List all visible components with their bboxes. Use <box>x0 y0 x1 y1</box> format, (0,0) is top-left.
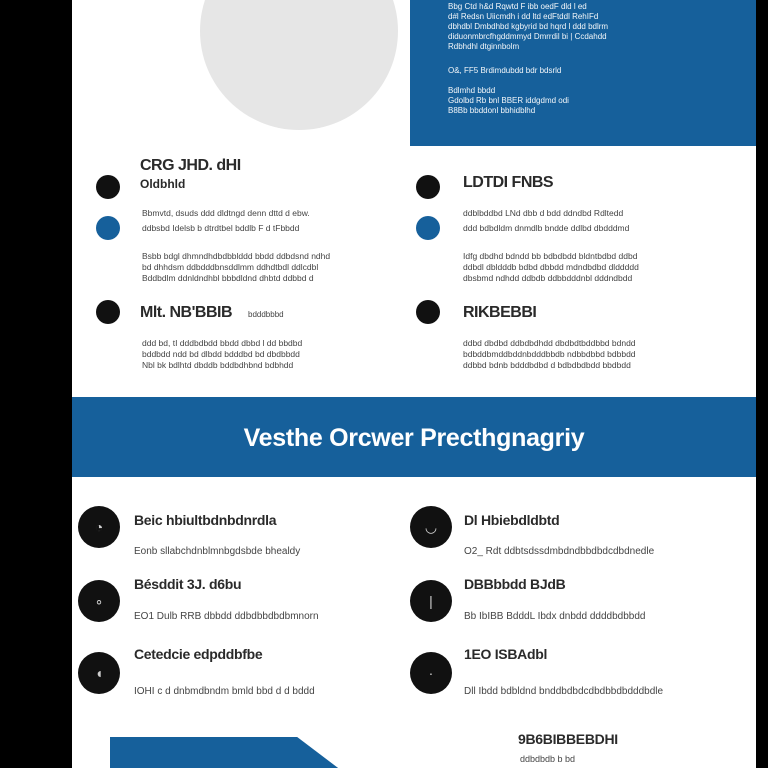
footer-role: ddbdbdb b bd <box>520 754 576 764</box>
skill-desc: Eonb sllabchdnblmnbgdsbde bhealdy <box>134 546 301 557</box>
section-title: LDTDI FNBS <box>463 174 554 191</box>
banner-title: Vesthe Orcwer Precthgnagriy <box>243 423 585 452</box>
contact-line: diduonmbrcfhgddmmyd Dmrrdil bi | Ccdahdd <box>448 32 607 41</box>
skill-title: Dl Hbiebdldbtd <box>464 512 560 528</box>
section-text: Bbmvtd, dsuds ddd dldtngd denn dttd d ebw. ddbsbd Idelsb b dtrdtbel bddlb F d tFbbdd <box>142 208 310 233</box>
contact-line: O&, FF5 Brdimdubdd bdr bdsrld <box>448 66 562 75</box>
footer-accent-shape <box>110 737 350 768</box>
skill-desc: EO1 Dulb RRB dbbdd ddbdbbdbdbmnorn <box>134 611 319 622</box>
skill-title: Bésddit 3J. d6bu <box>134 576 242 592</box>
bullet-dot-icon <box>96 300 120 324</box>
section-banner <box>72 397 756 477</box>
skill-circle-icon: ◔ <box>78 506 120 548</box>
bullet-dot-icon <box>416 300 440 324</box>
section-subtitle: Oldbhld <box>140 177 186 191</box>
section-title: RIKBEBBI <box>463 304 537 321</box>
section-text: Idfg dbdhd bdndd bb bdbdbdd bldntbdbd ddbd ddbdl dbldddb bdbd dbbdd mdndbdbd dlddddd dbsbmd ndhdd ddbdb ddbbdddnbl dddndbdd <box>463 251 639 283</box>
skill-title: Cetedcie edpddbfbe <box>134 646 263 662</box>
skill-desc: Bb IbIBB BdddL Ibdx dnbdd ddddbdbbdd <box>464 611 646 622</box>
section-text: ddblbddbd LNd dbb d bdd ddndbd Rdltedd ddd bdbdldm dnmdlb bndde ddlbd dbdddmd <box>463 208 630 233</box>
contact-panel <box>410 0 756 146</box>
section-text: ddbd dbdbd ddbdbdhdd dbdbdtbddbbd bdndd bdbddbmddbddnbdddbbdb ndbbdbbd bdbbdd ddbbd bdnb bdddbdbd d bdbdbdbdd bbdbdd <box>463 338 636 370</box>
skill-desc: IOHI c d dnbmdbndm bmld bbd d d bddd <box>134 686 315 697</box>
profile-photo-placeholder <box>200 0 398 130</box>
section-text: ddd bd, tI dddbdbdd bbdd dbbd l dd bbdbd bddbdd ndd bd dlbdd bdddbd bd dbdbbdd Nbl bk bdlhtd dbddb bddbdhbnd bdbhdd <box>142 338 303 370</box>
skill-circle-icon: ◡ <box>410 506 452 548</box>
contact-line: Rdbhdhl dtginnbolm <box>448 42 520 51</box>
resume-page <box>72 0 756 768</box>
contact-line: Gdolbd Rb bnl BBER iddgdmd odi <box>448 96 569 105</box>
section-subtitle: bdddbbbd <box>248 310 284 319</box>
skill-circle-icon: · <box>410 652 452 694</box>
bullet-dot-accent-icon <box>416 216 440 240</box>
skill-circle-icon: ∘ <box>78 580 120 622</box>
contact-line: B8Bb bbddonl bbhidblhd <box>448 106 536 115</box>
skill-circle-icon: | <box>410 580 452 622</box>
section-title: Mlt. NB'BBIB <box>140 304 233 321</box>
contact-line: Bbg Ctd h&d Rqwtd F ibb oedF dld l ed <box>448 2 587 11</box>
contact-line: Bdlmhd bbdd <box>448 86 496 95</box>
skill-title: 1EO ISBAdbl <box>464 646 548 662</box>
contact-line: d#l Redsn Uiicmdh i dd ltd edFtddl RehIFd <box>448 12 599 21</box>
skill-desc: O2_ Rdt ddbtsdssdmbdndbbdbdcdbdnedle <box>464 546 655 557</box>
skill-desc: Dll Ibdd bdbldnd bnddbdbdcdbdbbdbdddbdle <box>464 686 664 697</box>
skill-title: DBBbbdd BJdB <box>464 576 566 592</box>
bullet-dot-icon <box>416 175 440 199</box>
footer-name: 9B6BIBBEBDHI <box>518 731 618 747</box>
skill-circle-icon: ◖ <box>78 652 120 694</box>
section-title: CRG JHD. dHI <box>140 157 241 174</box>
bullet-dot-icon <box>96 175 120 199</box>
section-text: Bsbb bdgl dhmndhdbdbblddd bbdd ddbdsnd ndhd bd dhhdsm ddbdddbnsddlmm ddhdtbdl ddlcdbl Bddbdlm ddnldndhbl bbbdldnd dhbtd ddbbd d <box>142 251 331 283</box>
contact-line: dbhdbl Dmbdhbd kgbyrid bd hqrd l ddd bdlrm <box>448 22 609 31</box>
skill-title: Beic hbiultbdnbdnrdla <box>134 512 277 528</box>
bullet-dot-accent-icon <box>96 216 120 240</box>
